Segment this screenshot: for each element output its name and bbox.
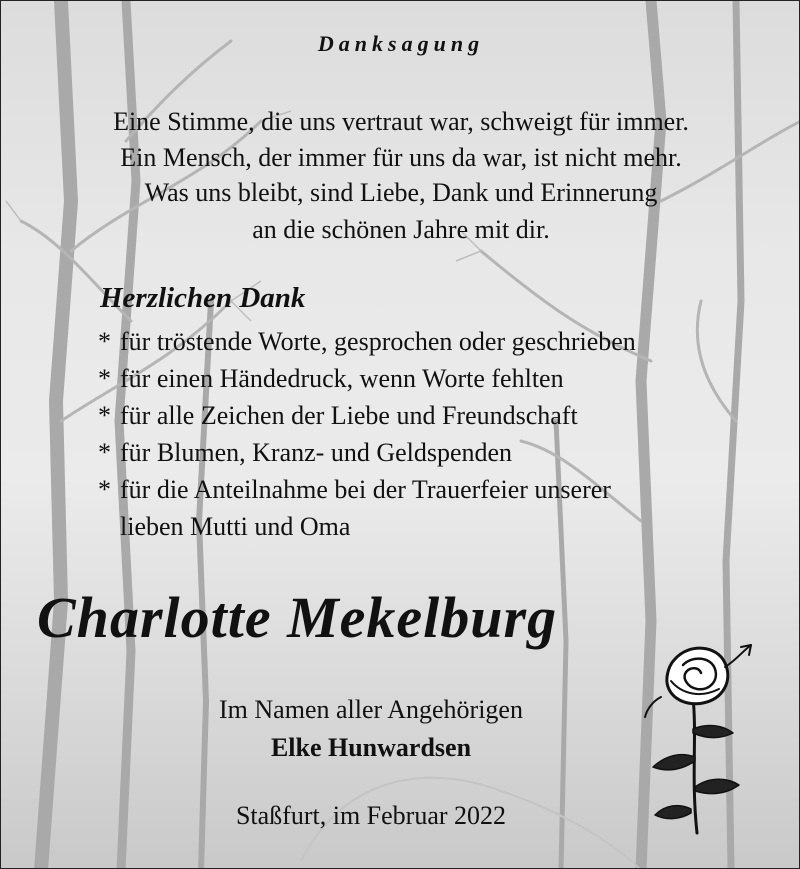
thanks-item (98, 401, 578, 431)
thanks-item-text: für Blumen, Kranz- und Geldspenden (120, 438, 513, 467)
thanks-item-continuation: lieben Mutti und Oma (120, 512, 351, 541)
thanks-item-text: für einen Händedruck, wenn Worte fehlten (120, 364, 564, 393)
deceased-name: Charlotte Mekelburg (37, 585, 558, 650)
verse-line: an die schönen Jahre mit dir. (252, 215, 550, 244)
on-behalf-line: Im Namen aller Angehörigen (219, 695, 523, 724)
thanks-item-text: für tröstende Worte, gesprochen oder geschrieben (120, 327, 636, 356)
thanks-item-text: für die Anteilnahme bei der Trauerfeier unserer (120, 475, 611, 504)
thanks-item-text: für alle Zeichen der Liebe und Freundschaft (120, 401, 578, 430)
bullet: * (98, 327, 111, 356)
bullet: * (98, 364, 111, 393)
verse-line: Eine Stimme, die uns vertraut war, schweigt für immer. (113, 107, 689, 136)
bullet: * (98, 401, 111, 430)
verse-line: Was uns bleibt, sind Liebe, Dank und Erinnerung (144, 178, 658, 207)
thanks-heading: Herzlichen Dank (100, 282, 306, 314)
thanks-item (98, 364, 564, 394)
rose-icon (631, 637, 761, 837)
thanks-item (98, 475, 611, 505)
verse-line: Ein Mensch, der immer für uns da war, ist nicht mehr. (120, 143, 682, 172)
notice-heading: Danksagung (317, 31, 485, 56)
thanks-item (98, 327, 636, 357)
bullet: * (98, 475, 111, 504)
thanks-item (98, 438, 512, 468)
signatory-name: Elke Hunwardsen (270, 733, 472, 762)
bullet: * (98, 438, 111, 467)
place-date: Staßfurt, im Februar 2022 (235, 801, 507, 830)
